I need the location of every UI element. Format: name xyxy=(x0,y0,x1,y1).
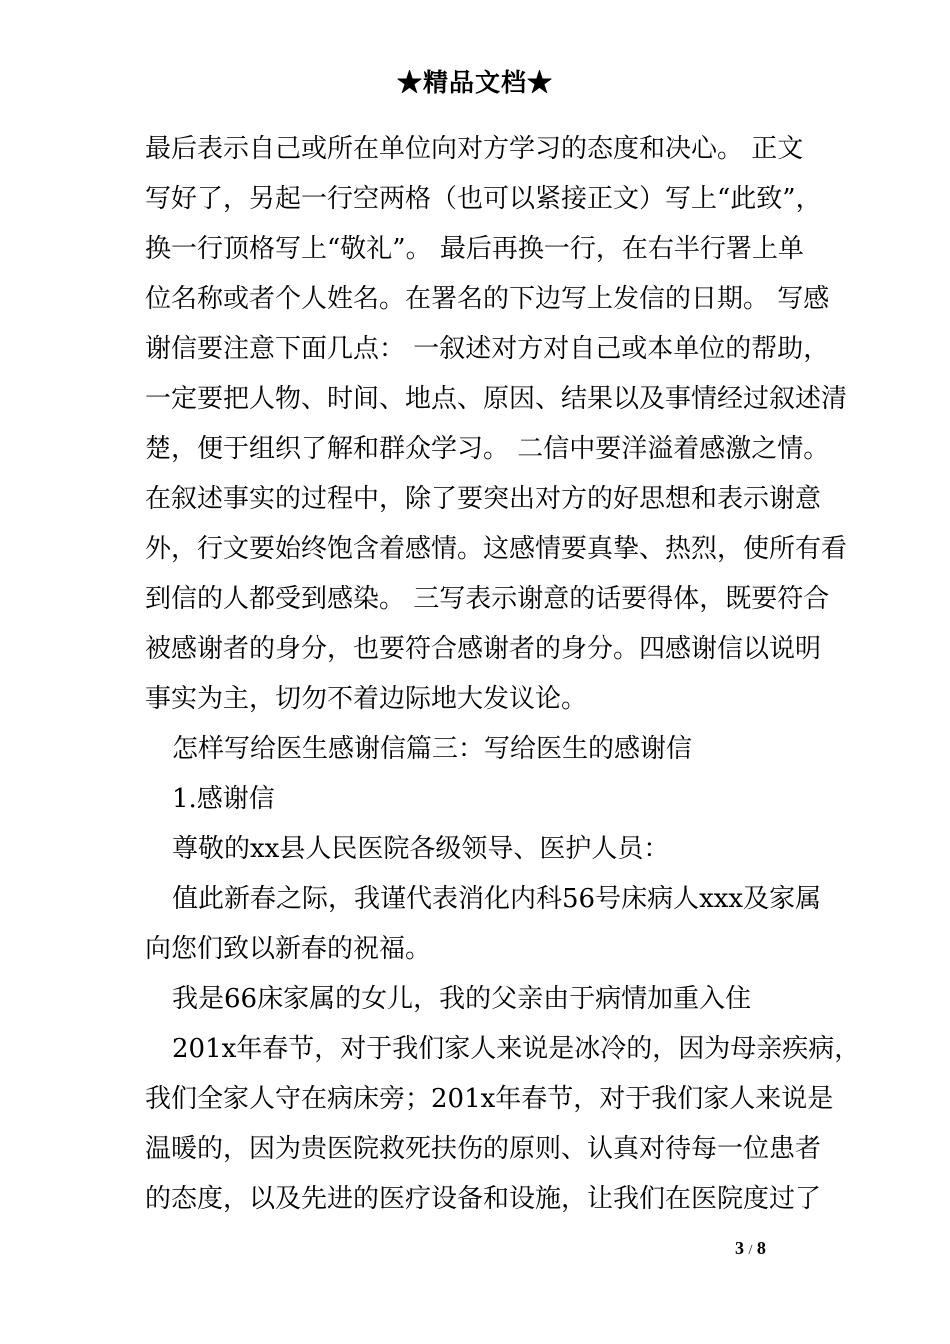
greeting-paragraph xyxy=(145,874,822,974)
text-line: 楚，便于组织了解和群众学习。 二信中要洋溢着感激之情。 xyxy=(145,434,830,464)
text-line: 201x年春节，对于我们家人来说是冰冷的，因为母亲疾病， xyxy=(172,1034,861,1064)
salutation xyxy=(145,824,810,874)
heading-text: 怎样写给医生感谢信篇三：写给医生的感谢信 xyxy=(172,734,693,764)
item-text: 1.感谢信 xyxy=(172,784,275,814)
closing-paragraph xyxy=(145,1024,861,1224)
text-line: 向您们致以新春的祝福。 xyxy=(145,934,432,964)
section-heading xyxy=(145,724,810,774)
text-line: 被感谢者的身分，也要符合感谢者的身分。四感谢信以说明 xyxy=(145,634,822,664)
text-line: 我是66床家属的女儿，我的父亲由于病情加重入住 xyxy=(172,984,752,1014)
text-line: 写好了，另起一行空两格（也可以紧接正文）写上“此致”， xyxy=(145,184,822,214)
page-header-title: ★精品文档★ xyxy=(396,68,553,97)
text-line: 在叙述事实的过程中，除了要突出对方的好思想和表示谢意 xyxy=(145,484,822,514)
page-separator: / xyxy=(748,1243,753,1258)
text-line: 的态度，以及先进的医疗设备和设施，让我们在医院度过了 xyxy=(145,1184,822,1214)
text-line: 谢信要注意下面几点： 一叙述对方对自己或本单位的帮助， xyxy=(145,334,830,364)
page-number xyxy=(735,1236,766,1263)
list-item xyxy=(145,774,810,824)
document-body xyxy=(145,124,861,1224)
text-line: 事实为主，切勿不着边际地大发议论。 xyxy=(145,684,588,714)
text-line: 到信的人都受到感染。 三写表示谢意的话要得体，既要符合 xyxy=(145,584,830,614)
text-line: 值此新春之际，我谨代表消化内科56号床病人xxx及家属 xyxy=(172,884,822,914)
text-line: 我们全家人守在病床旁；201x年春节，对于我们家人来说是 xyxy=(145,1084,834,1114)
body-paragraph xyxy=(145,124,848,724)
text-line: 换一行顶格写上“敬礼”。 最后再换一行，在右半行署上单 xyxy=(145,234,804,264)
current-page: 3 xyxy=(735,1238,744,1258)
text-line: 一定要把人物、时间、地点、原因、结果以及事情经过叙述清 xyxy=(145,384,848,414)
text-line: 最后表示自己或所在单位向对方学习的态度和决心。 正文 xyxy=(145,134,804,164)
text-line: 温暖的，因为贵医院救死扶伤的原则、认真对待每一位患者 xyxy=(145,1134,822,1164)
text-line: 外，行文要始终饱含着感情。这感情要真挚、热烈，使所有看 xyxy=(145,534,848,564)
total-pages: 8 xyxy=(756,1238,766,1258)
salutation-text: 尊敬的xx县人民医院各级领导、医护人员： xyxy=(172,834,670,864)
intro-paragraph xyxy=(145,974,810,1024)
text-line: 位名称或者个人姓名。在署名的下边写上发信的日期。 写感 xyxy=(145,284,830,314)
